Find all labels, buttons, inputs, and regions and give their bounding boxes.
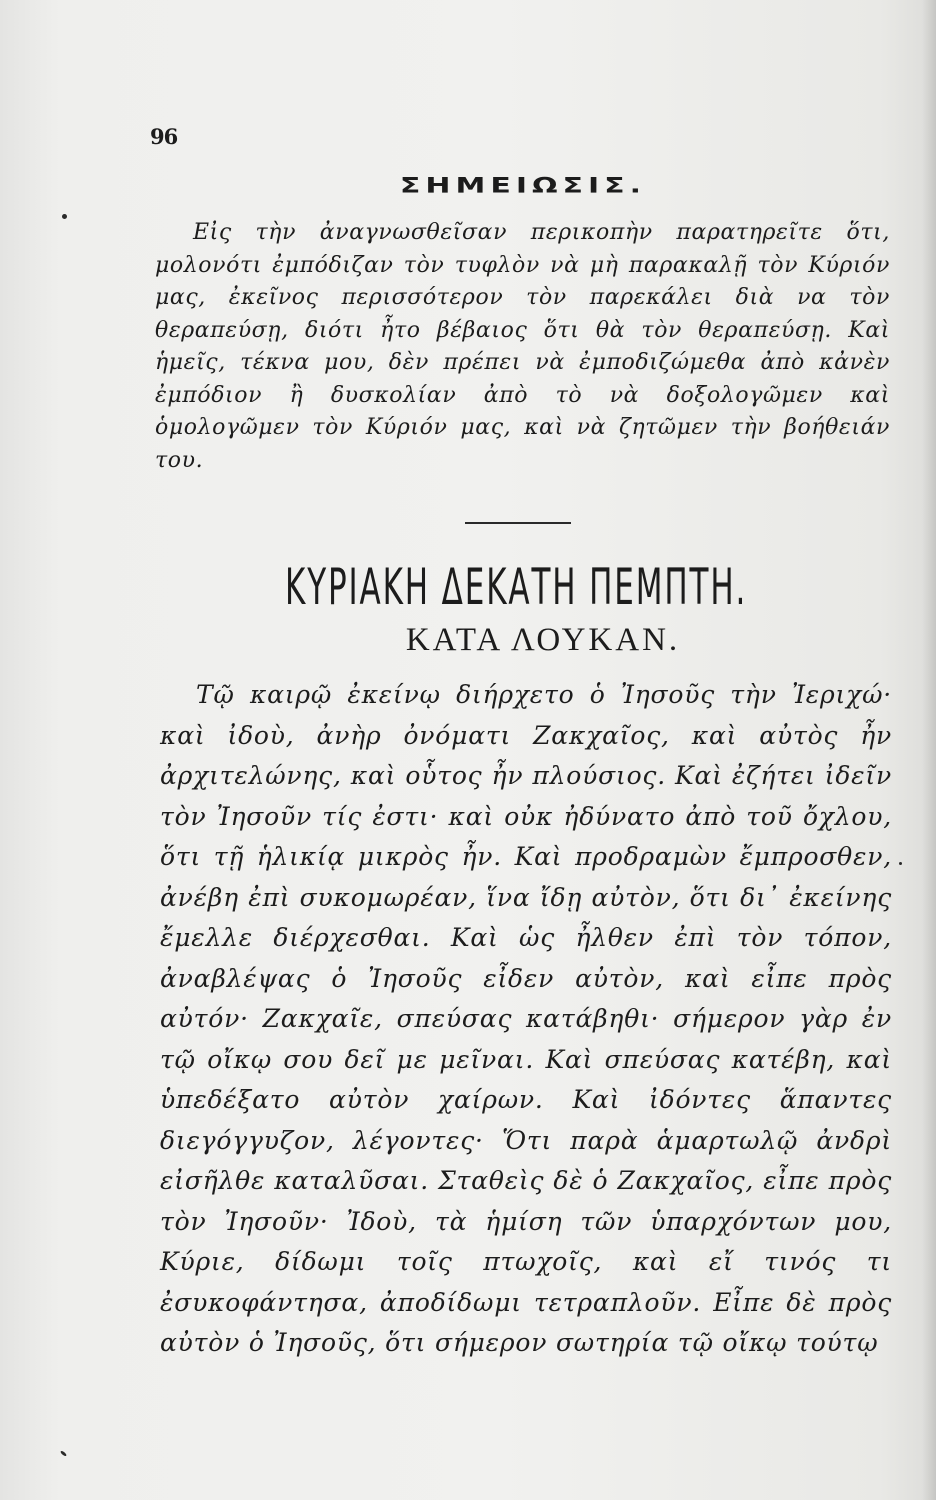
notes-paragraph: Εἰς τὴν ἀναγνωσθεῖσαν περικοπὴν παρατηρεῖτε ὅτι, μολονότι ἐμπόδιζαν τὸν τυφλὸν νὰ μὴ παρακαλῇ τὸν Κύριόν μας, ἐκεῖνος περισσότερον τὸν παρεκάλει διὰ να τὸν θεραπεύσῃ, διότι ἦτο βέβαιος ὅτι θὰ τὸν θεραπεύσῃ. Καὶ ἡμεῖς, τέκνα μου, δὲν πρέπει νὰ ἐμποδιζώμεθα ἀπὸ κἀνὲν ἐμπόδιον ἢ δυσκολίαν ἀπὸ τὸ νὰ δοξολογῶμεν καὶ ὁμολογῶμεν τὸν Κύριόν μας, καὶ νὰ ζητῶμεν τὴν βοήθειάν του. — [155, 220, 890, 473]
ink-speck — [899, 862, 902, 865]
gospel-title: ΚΑΤΑ ΛΟΥΚΑΝ. — [405, 622, 681, 658]
ink-speck — [60, 1450, 67, 1457]
page-number: 96 — [150, 124, 178, 149]
gospel-paragraph: Τῷ καιρῷ ἐκείνῳ διήρχετο ὁ Ἰησοῦς τὴν Ἰεριχώ· καὶ ἰδοὺ, ἀνὴρ ὀνόματι Ζακχαῖος, καὶ αὐτὸς ἦν ἀρχιτελώνης, καὶ οὗτος ἦν πλούσιος. Καὶ ἐζήτει ἰδεῖν τὸν Ἰησοῦν τίς ἐστι· καὶ οὐκ ἠδύνατο ἀπὸ τοῦ ὄχλου, ὅτι τῇ ἡλικίᾳ μικρὸς ἦν. Καὶ προδραμὼν ἔμπροσθεν, ἀνέβη ἐπὶ συκομωρέαν, ἵνα ἴδῃ αὐτὸν, ὅτι δι᾽ ἐκείνης ἔμελλε διέρχεσθαι. Καὶ ὡς ἦλθεν ἐπὶ τὸν τόπον, ἀναβλέψας ὁ Ἰησοῦς εἶδεν αὐτὸν, καὶ εἶπε πρὸς αὐτόν· Ζακχαῖε, σπεύσας κατάβηθι· σήμερον γὰρ ἐν τῷ οἴκῳ σου δεῖ με μεῖναι. Καὶ σπεύσας κατέβη, καὶ ὑπεδέξατο αὐτὸν χαίρων. Καὶ ἰδόντες ἅπαντες διεγόγγυζον, λέγοντες· Ὅτι παρὰ ἁμαρτωλῷ ἀνδρὶ εἰσῆλθε καταλῦσαι. Σταθεὶς δὲ ὁ Ζακχαῖος, εἶπε πρὸς τὸν Ἰησοῦν· Ἰδοὺ, τὰ ἡμίση τῶν ὑπαρχόντων μου, Κύριε, δίδωμι τοῖς πτωχοῖς, καὶ εἴ τινός τι ἐσυκοφάντησα, ἀποδίδωμι τετραπλοῦν. Εἶπε δὲ πρὸς αὐτὸν ὁ Ἰησοῦς, ὅτι σήμερον σωτηρία τῷ οἴκῳ τούτῳ — [160, 680, 892, 1357]
gospel-section — [160, 675, 892, 1364]
sunday-title: ΚΥΡΙΑΚΗ ΔΕΚΑΤΗ ΠΕΜΠΤΗ. — [285, 558, 748, 616]
page-edge-shadow — [922, 0, 936, 1500]
ink-speck — [62, 214, 67, 219]
section-divider — [465, 522, 571, 524]
notes-section — [155, 217, 890, 477]
notes-heading: ΣΗΜΕΙΩΣΙΣ. — [399, 172, 647, 199]
